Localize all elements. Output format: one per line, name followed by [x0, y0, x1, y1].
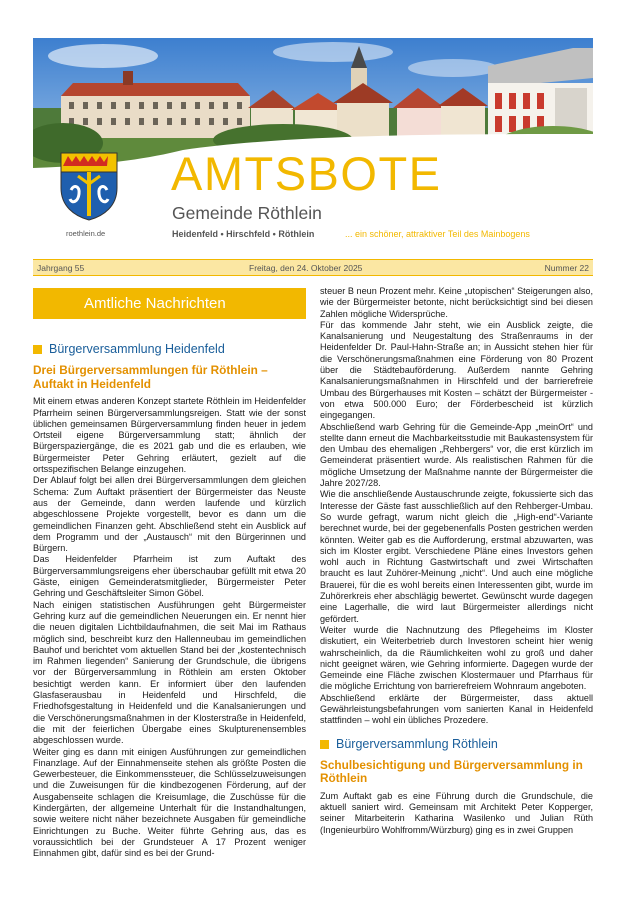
- slogan: ... ein schöner, attraktiver Teil des Mainbogens: [345, 229, 530, 239]
- section-heading-roethlein: [320, 736, 593, 751]
- paragraph: Nach einigen statistischen Ausführungen geht Bürgermeister Gehring kurz auf die gemeindlichen Neuerungen ein. Er nennt hier die neuen digitalen Lichtbildaufnahmen, die seit Mai im Rathaus möglich sind, beschreibt kurz den Hallenneubau im gemeindlichen Bauhof und berichtet vom aktuellen Stand bei der „kostentechnisch im Rahmen liegenden“ Sanierung der Grundschule, die übrigens vor der Bürgerversammlung in Röthlein am ersten Oktober besichtigt werden kann. Er informiert über den laufenden Glasfaserausbau in Heidenfeld und Hirschfeld, die Friedhofsgestaltung in Heidenfeld und die Kanalsanierungen und die Verschönerungsmaßnahmen in der Klosterstraße in Heidenfeld, die mit der feierlichen Übergabe eines Skulpturenensembles abgeschlossen wurde.: [33, 599, 306, 746]
- paragraph: Abschließend warb Gehring für die Gemeinde-App „meinOrt“ und stellte dann erneut die Machbarkeitsstudie mit Baukastensystem für den Umbau des ehemaligen „Rehbergers“ vor, die erst kürzlich im Gemeinderat präsentiert wurde. Als realistischen Rahmen für die mögliche Umsetzung der Maßnahme nannte der Bürgermeister die Jahre 2027/28.: [320, 421, 593, 489]
- paragraph: Das Heidenfelder Pfarrheim ist zum Auftakt des Bürgerversammlungsreigens eher überschaubar gefüllt mit etwa 20 Gäste, einigen Gemeinderatsmitglieder, Bürgermeister Peter Gehring und Geschäftsleiter Simon Göbel.: [33, 554, 306, 599]
- section-heading-text: Bürgerversammlung Röthlein: [336, 736, 498, 751]
- paragraph: Wie die anschließende Austauschrunde zeigte, fokussierte sich das Interesse der Gäste fast ausschließlich auf den Rehberger-Umbau. So wurde gefragt, warum nicht gleich die „High-end“-Variante berechnet wurde, bei der gegebenenfalls Posten gestrichen werden könnten. Weiter gab es die Aufforderung, erstmal abzuwarten, was sich im Kloster ergibt. Verschiedene Pläne eines Investors gehen wohl auch in Richtung Gastwirtschaft und zwei Wirtschaften braucht es laut Zuhörer-Meinung „nicht“. Und auch eine mögliche Brauerei, für die es wohl bereits einen Interessenten gibt, wurde im Zuhörerkreis eher abschlägig bewertet. Gewünscht wurde dagegen eine Lagerhalle, die wird laut Bürgermeister allerdings nicht gefördert.: [320, 489, 593, 624]
- paragraph: Mit einem etwas anderen Konzept startete Röthlein im Heidenfelder Pfarrheim seinen Bürgerversammlungsreigen. Statt wie der sonst üblichen gemeinsamen Bürgerversammlung finden heuer in jedem Ortsteil eigene Bürgerversammlung statt; ähnlich der Bürgerspaziergänge, die es 2021 gab und die es erlauben, wie Bürgermeister Peter Gehring erläutert, gezielt auf die ortsspezifischen Belange einzugehen.: [33, 396, 306, 475]
- paragraph: Der Ablauf folgt bei allen drei Bürgerversammlungen dem gleichen Schema: Zum Auftakt präsentiert der Bürgermeister das Neuste aus der Gemeinde, dann werden laufende und kürzlich abgeschlossene Projekte vorgestellt, bevor es dann um die gemeindlichen Finanzen geht. Abschließend steht ein Ausblick auf dem Programm und der „Austausch“ mit den Bürgerinnen und Bürgern.: [33, 475, 306, 554]
- paragraph: Abschließend erklärte der Bürgermeister, dass aktuell Gewährleistungsbefahrungen vom sanierten Kanal in Heidenfeld stattfinden – wohl ein übliches Prozedere.: [320, 692, 593, 726]
- article-title: Drei Bürgerversammlungen für Röthlein – Auftakt in Heidenfeld: [33, 363, 268, 391]
- issue-volume: Jahrgang 55: [37, 263, 85, 273]
- website-url[interactable]: roethlein.de: [66, 229, 106, 238]
- masthead-subtitle: Gemeinde Röthlein: [172, 203, 322, 223]
- masthead-title: AMTSBOTE: [171, 147, 442, 200]
- section-heading-text: Bürgerversammlung Heidenfeld: [49, 342, 225, 356]
- paragraph: steuer B neun Prozent mehr. Keine „utopischen“ Steigerungen also, wie der Bürgermeister betonte, nicht berücksichtigt sind bei diesen Zahlen mögliche Widersprüche.: [320, 286, 593, 319]
- paragraph: Zum Auftakt gab es eine Führung durch die Grundschule, die aktuell saniert wird. Gemeinsam mit Architekt Peter Kopperger, seiner Mitarbeiterin Katharina Wasilenko und Julian Rüth (Ingenieurbüro Wohlfromm/Würzburg) ging es in zwei Gruppen: [320, 790, 593, 835]
- right-column: [320, 286, 593, 836]
- paragraph: Weiter wurde die Nachnutzung des Pflegeheims im Kloster diskutiert, ein Weiterbetrieb durch Investoren scheint hier wenig wahrscheinlich, da die Räumlichkeiten wohl zu groß und daher nicht geeignet wären, wie Gehring informierte. Dagegen wurde der Gemeinde eine Fläche zwischen Klostermauer und Pfarrhaus für die mögliche Errichtung von barrierefreiem Wohnraum angeboten.: [320, 624, 593, 692]
- paragraph: Weiter ging es dann mit einigen Ausführungen zur gemeindlichen Finanzlage. Auf der Einnahmenseite stehen als größte Posten die Gewerbesteuer, die Einkommenssteuer, die Schlüsselzuweisungen und die Zuweisungen für die kindbezogenen Förderung, auf der Ausgabenseite schlagen die Kreisumlage, die Zuschüsse für die Kindergärten, der allgemeine Unterhalt für die Instandhaltungen, sowie weitere nicht näher bezeichnete Ausgaben für gemeindliche Einrichtungen zu Buche. Weiter führte Gehring aus, das es voraussichtlich bei der Grundsteuer A 17 Prozent weniger Einnahmen gibt, dafür sind es bei der Grund-: [33, 746, 306, 859]
- coat-of-arms-logo: [58, 150, 120, 222]
- issue-date: Freitag, den 24. Oktober 2025: [249, 263, 363, 273]
- issue-info-bar: [33, 259, 593, 276]
- village-list: Heidenfeld • Hirschfeld • Röthlein: [172, 229, 315, 239]
- section-heading-heidenfeld: [33, 344, 306, 355]
- issue-number: Nummer 22: [544, 263, 589, 273]
- left-column: [33, 288, 306, 859]
- section-banner: Amtliche Nachrichten: [33, 288, 306, 319]
- paragraph: Für das kommende Jahr steht, wie ein Ausblick zeigte, die Kanalsanierung und Neugestaltung des Straßenraums in der Heidenfelder Dr. Paul-Hahn-Straße an; in Aussicht stehen hier für die Verschönerungsmaßnahmen eine Förderung von 80 Prozent über die Städtebauförderung. Außerdem nannte Gehring Kanalsanierungsmaßnahmen in Hirschfeld und der barrierefreie Umbau des Bürgerhauses mit Kosten – schätzt der Bürgermeister - von etwa 500.000 Euro; der Förderbescheid ist kürzlich eingegangen.: [320, 319, 593, 421]
- square-bullet-icon: [33, 345, 42, 354]
- square-bullet-icon: [320, 740, 329, 749]
- article-title: Schulbesichtigung und Bürgerversammlung in Röthlein: [320, 757, 583, 786]
